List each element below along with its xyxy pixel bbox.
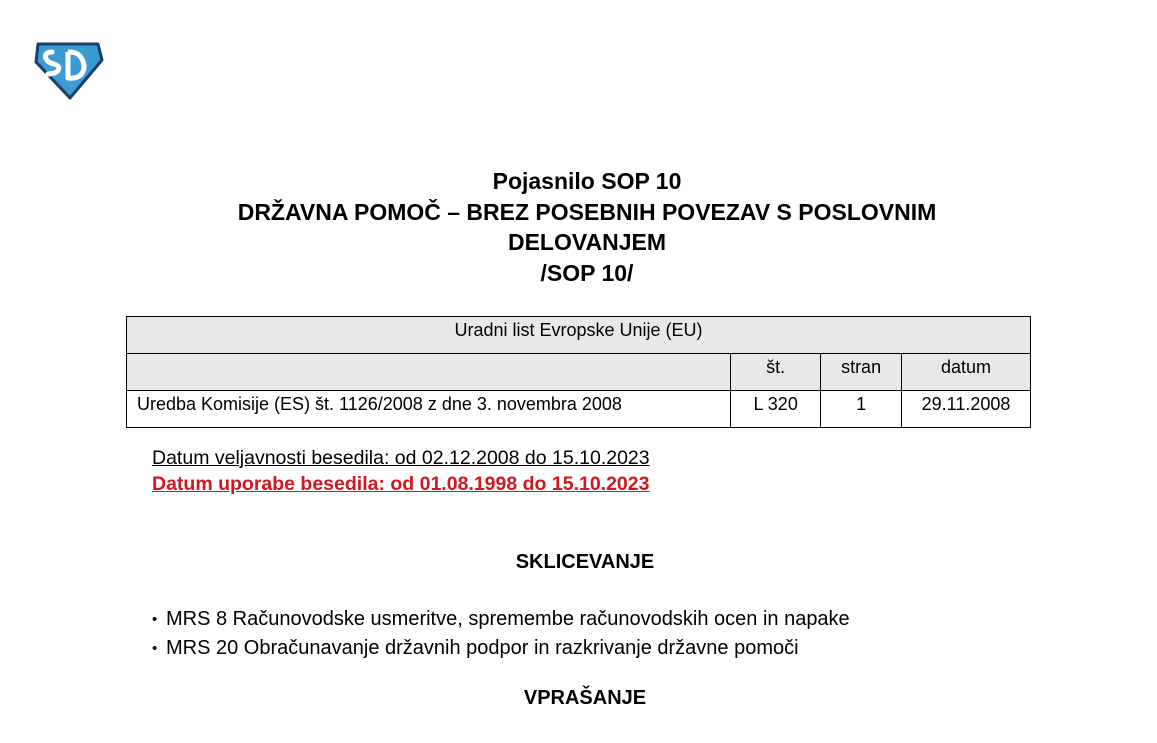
title-line-1: Pojasnilo SOP 10: [492, 168, 682, 194]
row-st: L 320: [731, 391, 821, 428]
header-datum: datum: [902, 354, 1031, 391]
page-title: [127, 166, 1047, 288]
header-empty-cell: [127, 354, 731, 391]
validity-date: Datum veljavnosti besedila: od 02.12.2008 do 15.10.2023: [152, 447, 650, 469]
row-stran: 1: [821, 391, 902, 428]
references-list: [152, 605, 850, 663]
table-header-row: [127, 354, 1031, 391]
table-caption-row: [127, 317, 1031, 354]
bullet-icon: •: [152, 640, 158, 657]
header-st: št.: [731, 354, 821, 391]
reference-text: MRS 8 Računovodske usmeritve, spremembe računovodskih ocen in napake: [166, 608, 850, 630]
date-block: [152, 445, 650, 497]
official-journal-table: [126, 316, 1031, 428]
title-line-4: /SOP 10/: [540, 259, 634, 286]
bullet-icon: •: [152, 611, 158, 628]
list-item: [152, 605, 850, 634]
table-caption: Uradni list Evropske Unije (EU): [127, 317, 1031, 354]
title-line-3: DELOVANJEM: [507, 229, 667, 255]
section-heading-question: VPRAŠANJE: [523, 687, 647, 709]
company-logo: [32, 40, 104, 100]
reference-text: MRS 20 Obračunavanje državnih podpor in razkrivanje državne pomoči: [166, 637, 799, 659]
list-item: [152, 634, 850, 663]
row-datum: 29.11.2008: [902, 391, 1031, 428]
usage-date: Datum uporabe besedila: od 01.08.1998 do 15.10.2023: [152, 473, 650, 495]
header-stran: stran: [821, 354, 902, 391]
table-row: [127, 391, 1031, 428]
row-description: Uredba Komisije (ES) št. 1126/2008 z dne 3. novembra 2008: [127, 391, 731, 428]
title-line-2: DRŽAVNA POMOČ – BREZ POSEBNIH POVEZAV S POSLOVNIM: [237, 198, 937, 225]
section-heading-references: SKLICEVANJE: [515, 551, 655, 573]
